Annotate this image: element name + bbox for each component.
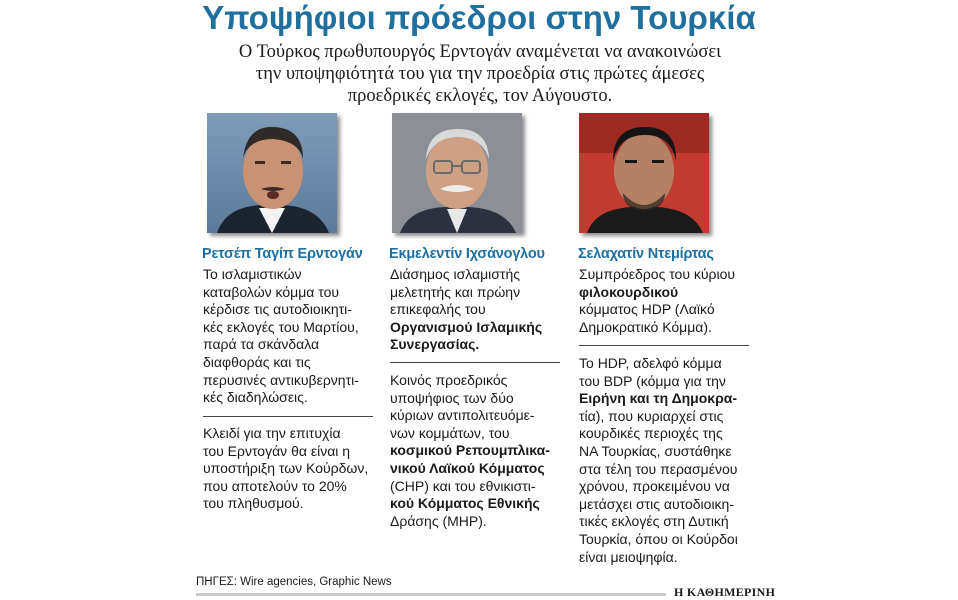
note-line: υποψήφιος των δύο (390, 389, 514, 406)
intro-line: Ο Τούρκος πρωθυπουργός Ερντογάν αναμένεται να ανακοινώσει (238, 42, 722, 62)
page-title: Υποψήφιοι πρόεδροι στην Τουρκία (202, 0, 756, 36)
candidate-bio-erdogan (203, 266, 359, 407)
note-line: τικές εκλογές στη Δυτική (579, 513, 729, 530)
note-line: Το HDP, αδελφό κόμμα (579, 355, 722, 371)
bio-line: Το ισλαμιστικών (203, 266, 302, 282)
candidate-name-erdogan: Ρετσέπ Ταγίπ Ερντογάν (202, 246, 363, 262)
bio-line: κέρδισε τις αυτοδιοικητι- (203, 301, 352, 318)
note-line: ΝΑ Τουρκίας, συστάθηκε (579, 442, 732, 459)
candidate-name-ihsanoglu: Εκμελεντίν Ιχσάνογλου (389, 246, 545, 262)
sources-credit: ΠΗΓΕΣ: Wire agencies, Graphic News (196, 576, 392, 588)
candidate-note-ihsanoglu (390, 372, 550, 530)
bio-line: φιλοκουρδικού (579, 283, 679, 300)
note-line: (CHP) και του εθνικιστι- (390, 477, 536, 494)
candidate-note-erdogan (203, 425, 368, 513)
bio-line: μελετητής και πρώην (390, 283, 521, 300)
bio-line: Οργανισμού Ισλαμικής (390, 318, 543, 335)
note-line: είναι μειοψηφία. (579, 548, 678, 565)
bio-line: κές διαδηλώσεις. (203, 389, 308, 406)
note-line: κοσμικού Ρεπουμπλικα- (390, 442, 550, 459)
candidate-note-demirtas (579, 355, 738, 566)
note-line: υποστήριξη των Κούρδων, (203, 460, 369, 477)
note-line: κύριων αντιπολιτευόμε- (390, 407, 535, 424)
intro-line: την υποψηφιότητά του για την προεδρία στις πρώτες άμεσες (255, 64, 705, 84)
note-line: που αποτελούν το 20% (203, 477, 347, 494)
bio-line: καταβολών κόμμα του (203, 283, 340, 300)
publisher-logo: Η ΚΑΘΗΜΕΡΙΝΗ (674, 585, 776, 599)
note-line: στα τέλη του περασμένου (579, 460, 738, 477)
bio-line: Δημοκρατικό Κόμμα). (579, 318, 712, 335)
note-line: μετάσχει στις αυτοδιοικη- (579, 495, 734, 512)
note-line: Ειρήνη και τη Δημοκρα- (579, 390, 738, 407)
note-line: Κλειδί για την επιτυχία (203, 425, 341, 441)
candidate-bio-demirtas (579, 266, 735, 336)
note-line: Κοινός προεδρικός (390, 372, 508, 388)
divider (390, 362, 560, 363)
bio-line: κές εκλογές του Μαρτίου, (203, 318, 359, 335)
bio-line: διαφθοράς και τις (203, 353, 311, 370)
bio-line: περυσινές αντικυβερνητι- (203, 371, 359, 388)
bio-line: Διάσημος ισλαμιστής (390, 266, 520, 282)
footer-rule (196, 593, 666, 596)
note-line: Τουρκία, όπου οι Κούρδοι (579, 530, 738, 547)
intro-text (180, 41, 780, 107)
bio-line: επικεφαλής του (390, 301, 486, 318)
divider (203, 416, 373, 417)
note-line: του BDP (κόμμα για την (579, 372, 726, 389)
note-line: τία), που κυριαρχεί στις (579, 407, 724, 424)
note-line: νικού Λαϊκού Κόμματος (390, 459, 545, 476)
bio-line: Συνεργασίας. (390, 336, 480, 353)
intro-line: προεδρικές εκλογές, τον Αύγουστο. (347, 86, 613, 106)
note-line: Δράσης (MHP). (390, 512, 487, 529)
candidate-name-demirtas: Σελαχατίν Ντεμίρτας (578, 246, 714, 262)
bio-line: Συμπρόεδρος του κύριου (579, 266, 736, 282)
note-line: χρόνου, προκειμένου να (579, 478, 730, 495)
divider (579, 345, 749, 346)
portrait-demirtas (579, 113, 709, 233)
note-line: του Ερντογάν θα είναι η (203, 442, 351, 459)
candidate-bio-ihsanoglu (390, 266, 542, 354)
note-line: του πληθυσμού. (203, 495, 304, 512)
note-line: νων κομμάτων, του (390, 424, 510, 441)
note-line: κουρδικές περιοχές της (579, 425, 723, 442)
portrait-ihsanoglu (392, 113, 522, 233)
portrait-erdogan (207, 113, 337, 233)
bio-line: κόμματος HDP (Λαϊκό (579, 301, 715, 318)
bio-line: παρά τα σκάνδαλα (203, 336, 320, 353)
note-line: κού Κόμματος Εθνικής (390, 495, 540, 512)
